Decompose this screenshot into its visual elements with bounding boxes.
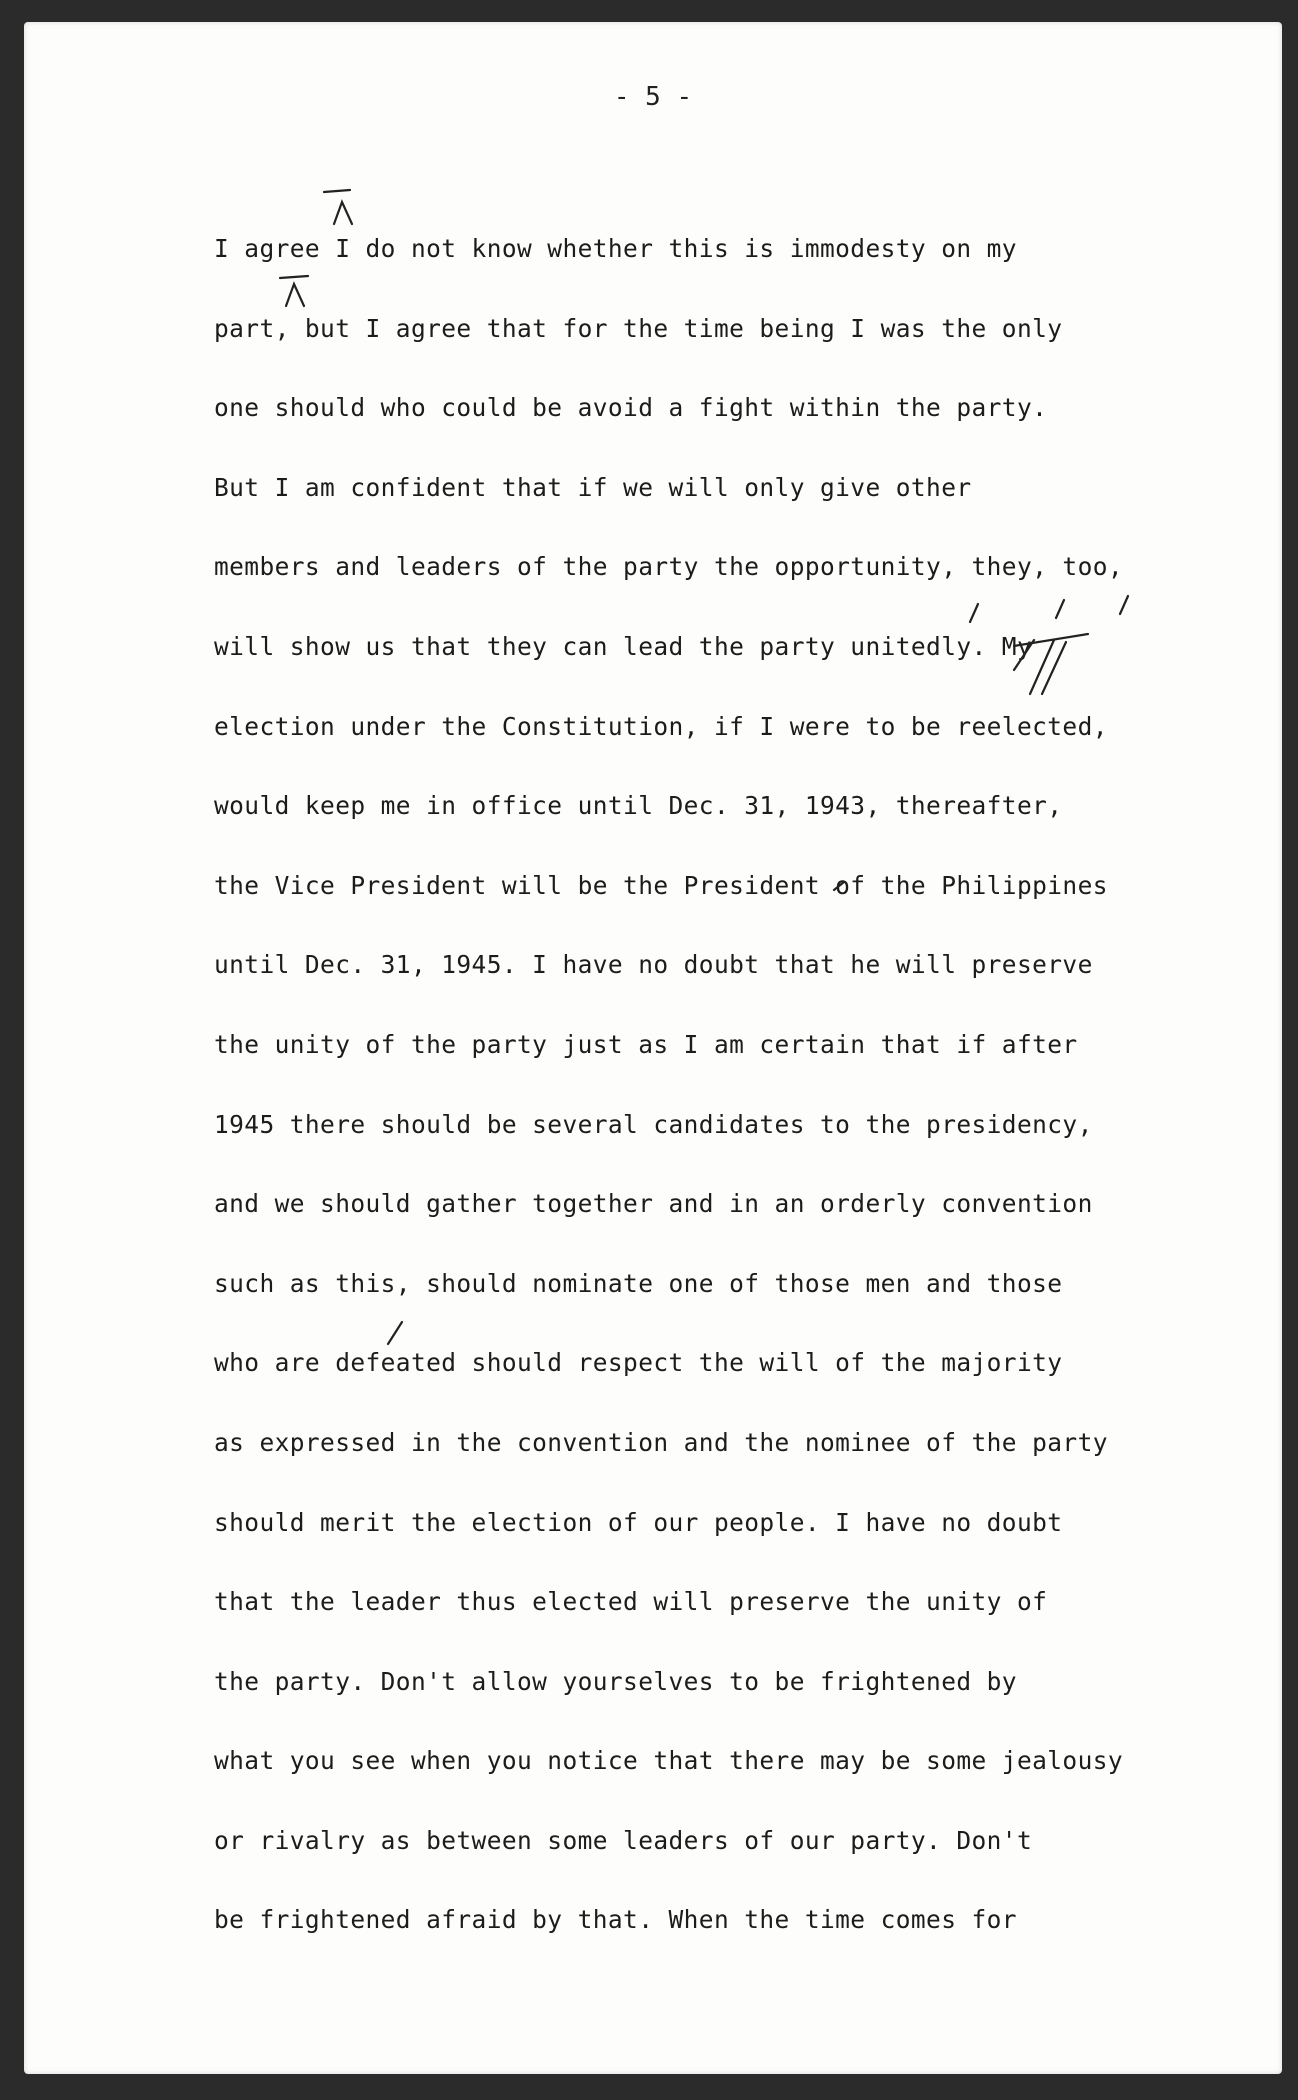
text-line-15: who are defeated should respect the will of the majority bbox=[214, 1348, 1063, 1378]
text-line-9: the Vice President will be the President of the Philippines bbox=[214, 870, 1108, 900]
text-line-3: one should who could be avoid a fight within the party. bbox=[214, 393, 1048, 423]
text-line-19: the party. Don't allow yourselves to be frightened by bbox=[214, 1666, 1017, 1696]
text-line-16: as expressed in the convention and the nominee of the party bbox=[214, 1427, 1108, 1457]
document-page bbox=[24, 22, 1282, 2074]
text-line-7: election under the Constitution, if I were to be reelected, bbox=[214, 711, 1108, 741]
text-line-4: But I am confident that if we will only give other bbox=[214, 472, 972, 502]
text-line-8: would keep me in office until Dec. 31, 1943, thereafter, bbox=[214, 791, 1063, 821]
text-line-20: what you see when you notice that there may be some jealousy bbox=[214, 1746, 1124, 1776]
text-line-1: I agree I do not know whether this is immodesty on my bbox=[214, 234, 1017, 263]
text-line-13: and we should gather together and in an orderly convention bbox=[214, 1189, 1093, 1219]
page-number: - 5 - bbox=[613, 82, 693, 112]
text-line-22: be frightened afraid by that. When the time comes for bbox=[214, 1905, 1017, 1935]
typed-body-text bbox=[214, 234, 1224, 1985]
text-line-12: 1945 there should be several candidates to the presidency, bbox=[214, 1109, 1093, 1139]
text-line-6: will show us that they can lead the party unitedly. My bbox=[214, 631, 1033, 661]
text-line-18: that the leader thus elected will preserve the unity of bbox=[214, 1587, 1048, 1617]
text-line-11: the unity of the party just as I am certain that if after bbox=[214, 1029, 1078, 1059]
text-line-2: part, but I agree that for the time being I was the only bbox=[214, 313, 1063, 343]
text-line-17: should merit the election of our people. I have no doubt bbox=[214, 1507, 1063, 1537]
text-line-5: members and leaders of the party the opportunity, they, too, bbox=[214, 552, 1124, 582]
text-line-10: until Dec. 31, 1945. I have no doubt that he will preserve bbox=[214, 950, 1093, 980]
text-line-21: or rivalry as between some leaders of our party. Don't bbox=[214, 1825, 1033, 1855]
text-line-14: such as this, should nominate one of those men and those bbox=[214, 1268, 1063, 1298]
